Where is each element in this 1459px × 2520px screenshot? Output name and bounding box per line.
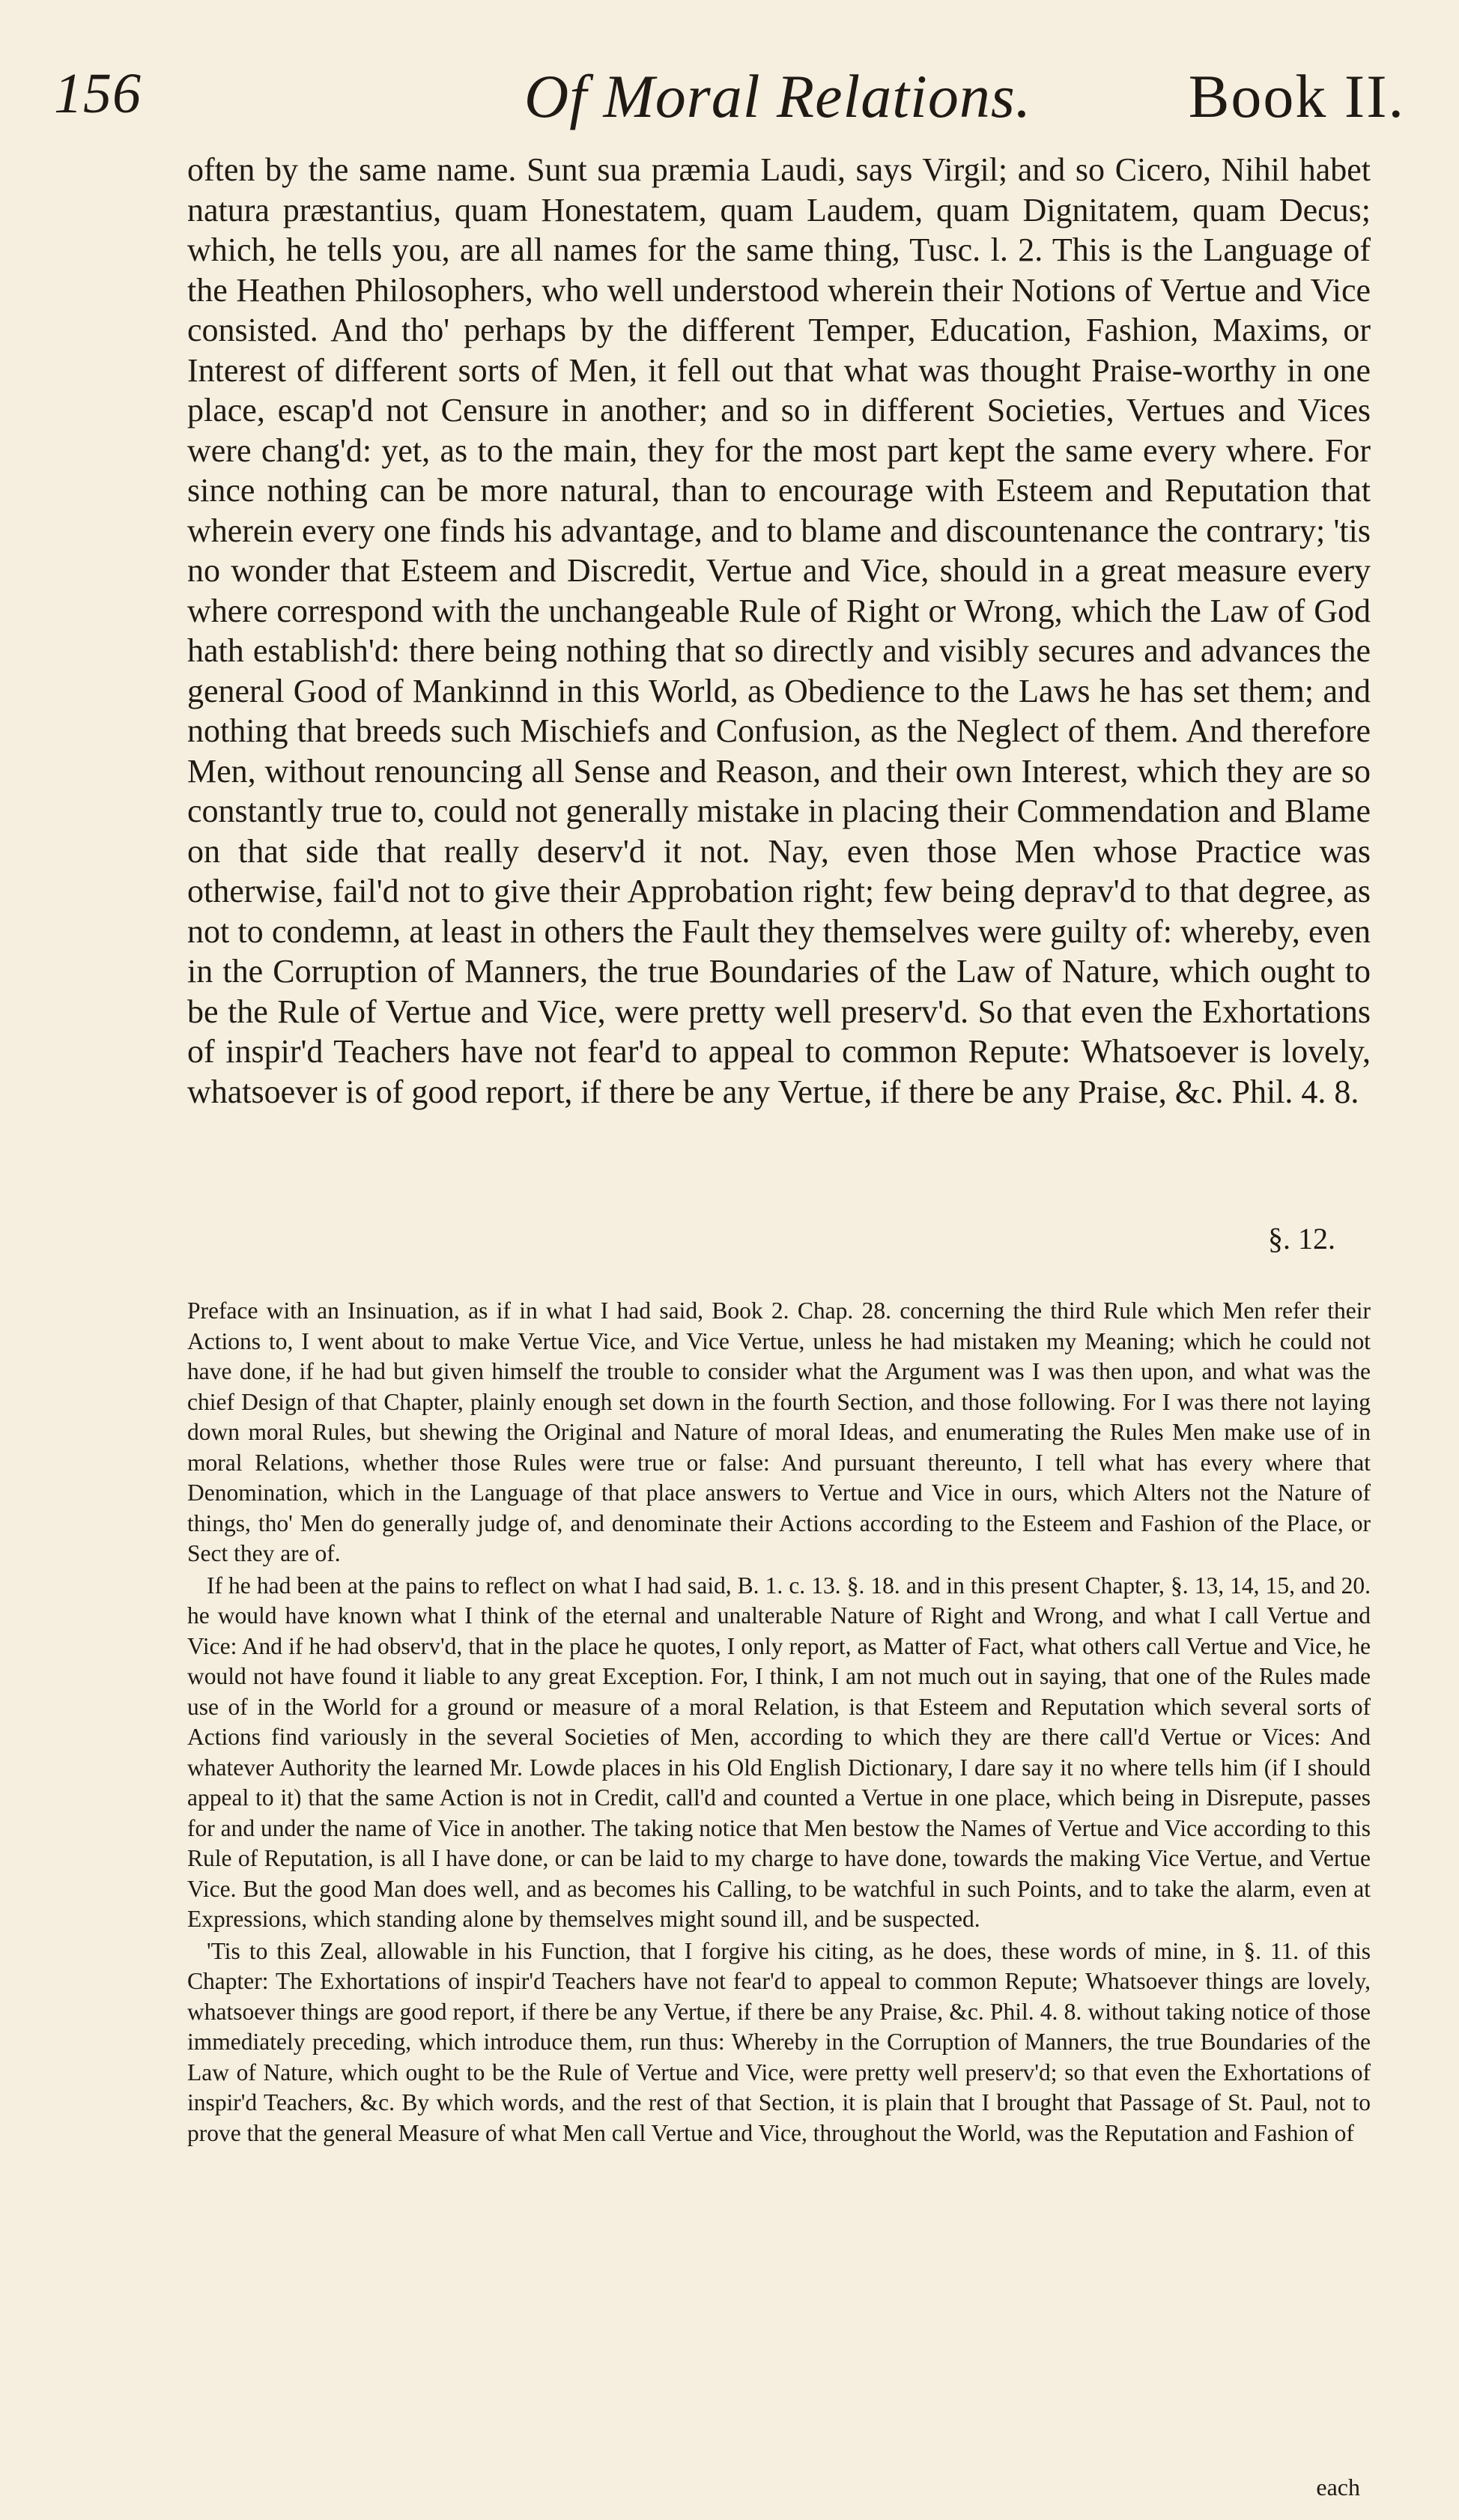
book-label: Book II. [1188,62,1405,130]
page-header [45,52,1414,142]
main-paragraph: often by the same name. Sunt sua præmia Laudi, says Virgil; and so Cicero, Nihil habet natura præstantius, quam Honestatem, quam Laudem, quam Dignitatem, quam Decus; which, he tells you, are all names for the same thing, Tusc. l. 2. This is the Language of the Heathen Philosophers, who well understood wherein their Notions of Vertue and Vice consisted. And tho' perhaps by the different Temper, Education, Fashion, Maxims, or Interest of different sorts of Men, it fell out that what was thought Praise-worthy in one place, escap'd not Censure in another; and so in different Societies, Vertues and Vices were chang'd: yet, as to the main, they for the most part kept the same every where. For since nothing can be more natural, than to encourage with Esteem and Reputation that wherein every one finds his advantage, and to blame and discountenance the contrary; 'tis no wonder that Esteem and Discredit, Vertue and Vice, should in a great measure every where correspond with the unchangeable Rule of Right or Wrong, which the Law of God hath establish'd: there being nothing that so directly and visibly secures and advances the general Good of Mankinnd in this World, as Obedience to the Laws he has set them; and nothing that breeds such Mischiefs and Confusion, as the Neglect of them. And therefore Men, without renouncing all Sense and Reason, and their own Interest, which they are so constantly true to, could not generally mistake in placing their Commendation and Blame on that side that really deserv'd it not. Nay, even those Men whose Practice was otherwise, fail'd not to give their Approbation right; few being deprav'd to that degree, as not to condemn, at least in others the Fault they themselves were guilty of: whereby, even in the Corruption of Manners, the true Boundaries of the Law of Nature, which ought to be the Rule of Vertue and Vice, were pretty well preserv'd. So that even the Exhortations of inspir'd Teachers have not fear'd to appeal to common Repute: Whatsoever is lovely, whatsoever is of good report, if there be any Vertue, if there be any Praise, &c. Phil. 4. 8. [187,151,1371,1110]
catchword: each [1316,2474,1360,2501]
footnote-paragraph-3: 'Tis to this Zeal, allowable in his Function, that I forgive his citing, as he does, these words of mine, in §. 11. of this Chapter: The Exhortations of inspir'd Teachers have not fear'd to appeal to common Repute; Whatsoever things are lovely, whatsoever things are good report, if there be any Vertue, if there be any Praise, &c. Phil. 4. 8. without taking notice of those immediately preceding, which introduce them, run thus: Whereby in the Corruption of Manners, the true Boundaries of the Law of Nature, which ought to be the Rule of Vertue and Vice, were pretty well preserv'd; so that even the Exhortations of inspir'd Teachers, &c. By which words, and the rest of that Section, it is plain that I brought that Passage of St. Paul, not to prove that the general Measure of what Men call Vertue and Vice, throughout the World, was the Reputation and Fashion of [187,1937,1371,2146]
main-text-block [187,150,1371,1112]
footnote-paragraph-1: Preface with an Insinuation, as if in what I had said, Book 2. Chap. 28. concerning the third Rule which Men refer their Actions to, I went about to make Vertue Vice, and Vice Vertue, unless he had mistaken my Meaning; which he could not have done, if he had but given himself the trouble to consider what the Argument was I was then upon, and what was the chief Design of that Chapter, plainly enough set down in the fourth Section, and those following. For I was there not laying down moral Rules, but shewing the Original and Nature of moral Ideas, and enumerating the Rules Men make use of in moral Relations, whether those Rules were true or false: And pursuant thereunto, I tell what has every where that Denomination, which in the Language of that place answers to Vertue and Vice in ours, which Alters not the Nature of things, tho' Men do generally judge of, and denominate their Actions according to the Esteem and Fashion of the Place, or Sect they are of. [187,1297,1371,1566]
section-mark: §. 12. [1268,1222,1335,1256]
page-number: 156 [54,62,142,125]
running-title: Of Moral Relations. [524,62,1032,130]
footnote-paragraph-2: If he had been at the pains to reflect on what I had said, B. 1. c. 13. §. 18. and in this present Chapter, §. 13, 14, 15, and 20. he would have known what I think of the eternal and unalterable Nature of Right and Wrong, and what I call Vertue and Vice: And if he had observ'd, that in the place he quotes, I only report, as Matter of Fact, what others call Vertue and Vice, he would not have found it liable to any great Exception. For, I think, I am not much out in saying, that one of the Rules made use of in the World for a ground or measure of a moral Relation, is that Esteem and Reputation which several sorts of Actions find variously in the several Societies of Men, according to which they are there call'd Vertue or Vices: And whatever Authority the learned Mr. Lowde places in his Old English Dictionary, I dare say it no where tells him (if I should appeal to it) that the same Action is not in Credit, call'd and counted a Vertue in one place, which being in Disrepute, passes for and under the name of Vice in another. The taking notice that Men bestow the Names of Vertue and Vice according to this Rule of Reputation, is all I have done, or can be laid to my charge to have done, towards the making Vice Vertue, and Vertue Vice. But the good Man does well, and as becomes his Calling, to be watchful in such Points, and to take the alarm, even at Expressions, which standing alone by themselves might sound ill, and be suspected. [187,1572,1371,1932]
footnote-block [187,1296,1371,2148]
